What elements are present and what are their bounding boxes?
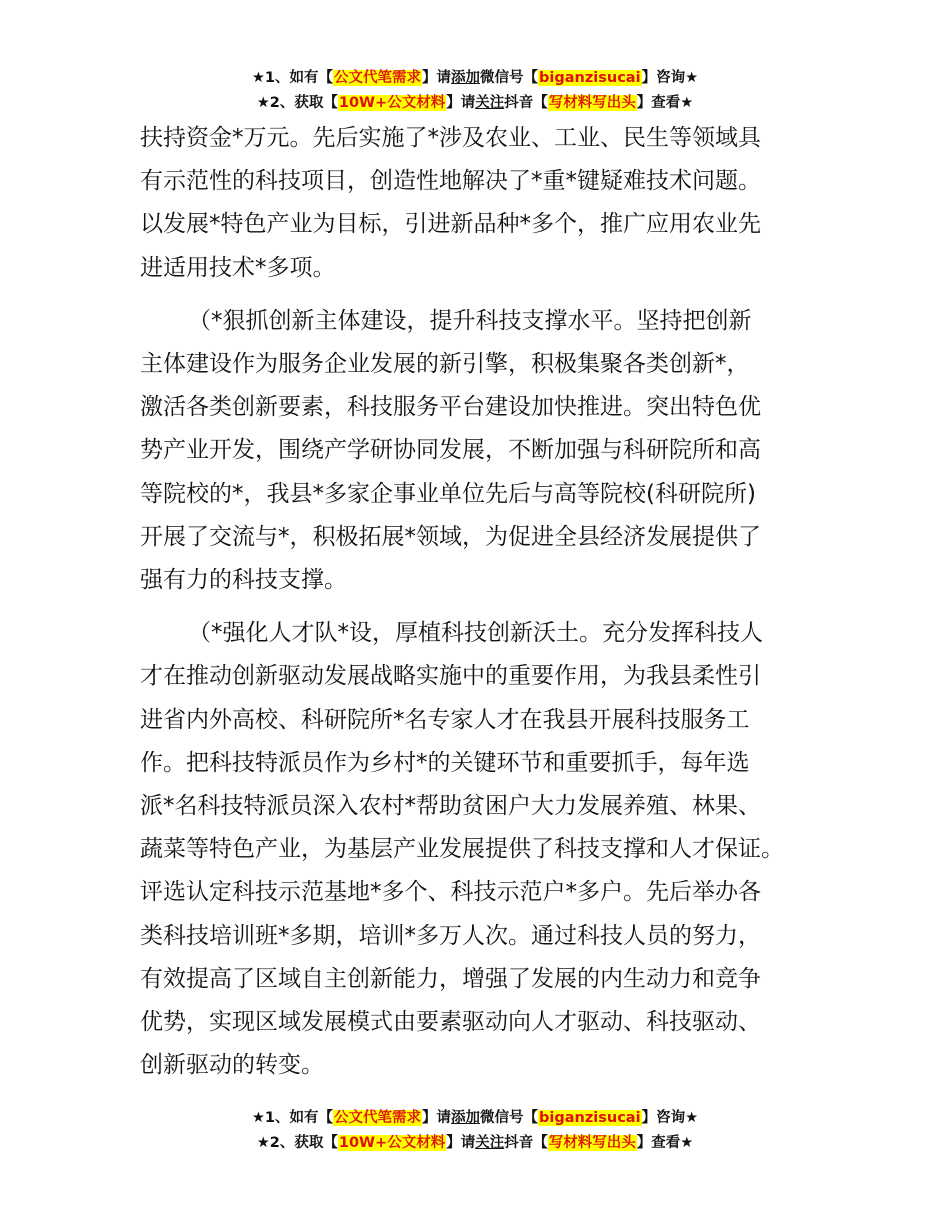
banner-text: 微信号【 [480, 70, 539, 86]
banner-underline: 关注 [475, 95, 505, 111]
header-banner [0, 66, 950, 116]
banner-line-1 [0, 1106, 950, 1131]
text-line: 才在推动创新驱动发展战略实施中的重要作用，为我县柔性引 [140, 663, 761, 690]
banner-line-2 [0, 91, 950, 116]
paragraph [140, 612, 820, 1087]
banner-highlight-materials: 10W+公文材料 [338, 1135, 446, 1151]
text-line: （*强化人才队*设，厚植科技创新沃土。充分发挥科技人 [188, 620, 763, 647]
banner-underline: 添加 [451, 1110, 481, 1126]
banner-highlight-service: 公文代笔需求 [334, 70, 422, 86]
document-body [140, 117, 820, 1097]
banner-text: ★2、获取【 [256, 95, 338, 111]
text-line: 派*名科技特派员深入农村*帮助贫困户大力发展养殖、林果、 [140, 793, 761, 820]
text-line: 开展了交流与*，积极拓展*领域，为促进全县经济发展提供了 [140, 523, 761, 550]
banner-highlight-douyin: 写材料写出头 [548, 1135, 636, 1151]
banner-highlight-service: 公文代笔需求 [334, 1110, 422, 1126]
paragraph [140, 300, 820, 602]
text-line: 主体建设作为服务企业发展的新引擎，积极集聚各类创新*， [140, 351, 750, 378]
banner-line-2 [0, 1131, 950, 1156]
text-line: 以发展*特色产业为目标，引进新品种*多个，推广应用农业先 [140, 211, 761, 238]
banner-text: 】咨询★ [641, 1110, 699, 1126]
text-line: 进省内外高校、科研院所*名专家人才在我县开展科技服务工 [140, 706, 750, 733]
banner-highlight-wechat: biganzisucai [539, 70, 641, 86]
banner-text: 抖音【 [504, 1135, 548, 1151]
banner-highlight-douyin: 写材料写出头 [548, 95, 636, 111]
banner-underline: 关注 [475, 1135, 505, 1151]
banner-text: 】请 [422, 1110, 452, 1126]
banner-text: 】请 [422, 70, 452, 86]
text-line: （*狠抓创新主体建设，提升科技支撑水平。坚持把创新 [188, 307, 752, 334]
text-line: 有示范性的科技项目，创造性地解决了*重*键疑难技术问题。 [140, 168, 761, 195]
text-line: 扶持资金*万元。先后实施了*涉及农业、工业、民生等领域具 [140, 125, 761, 151]
banner-text: 】咨询★ [641, 70, 699, 86]
banner-text: ★1、如有【 [251, 70, 334, 86]
banner-text: 】请 [446, 1135, 476, 1151]
text-line: 强有力的科技支撑。 [140, 567, 347, 594]
banner-underline: 添加 [451, 70, 481, 86]
text-line: 有效提高了区域自主创新能力，增强了发展的内生动力和竞争 [140, 965, 761, 992]
banner-text: 微信号【 [480, 1110, 539, 1126]
banner-text: ★1、如有【 [251, 1110, 334, 1126]
banner-highlight-materials: 10W+公文材料 [338, 95, 446, 111]
text-line: 作。把科技特派员作为乡村*的关键环节和重要抓手，每年选 [140, 749, 750, 776]
text-line: 进适用技术*多项。 [140, 254, 336, 281]
text-line: 类科技培训班*多期，培训*多万人次。通过科技人员的努力， [140, 922, 761, 949]
paragraph [140, 117, 820, 290]
text-line: 评选认定科技示范基地*多个、科技示范户*多户。先后举办各 [140, 879, 761, 906]
text-line: 蔬菜等特色产业，为基层产业发展提供了科技支撑和人才保证。 [140, 836, 784, 863]
banner-text: ★2、获取【 [256, 1135, 338, 1151]
banner-text: 】请 [446, 95, 476, 111]
text-line: 激活各类创新要素，科技服务平台建设加快推进。突出特色优 [140, 394, 761, 421]
text-line: 优势，实现区域发展模式由要素驱动向人才驱动、科技驱动、 [140, 1009, 761, 1036]
footer-banner [0, 1106, 950, 1156]
banner-text: 】查看★ [636, 95, 694, 111]
text-line: 创新驱动的转变。 [140, 1052, 324, 1079]
text-line: 势产业开发，围绕产学研协同发展，不断加强与科研院所和高 [140, 437, 761, 464]
banner-text: 抖音【 [504, 95, 548, 111]
banner-line-1 [0, 66, 950, 91]
banner-text: 】查看★ [636, 1135, 694, 1151]
text-line: 等院校的*，我县*多家企事业单位先后与高等院校(科研院所) [140, 480, 756, 507]
banner-highlight-wechat: biganzisucai [539, 1110, 641, 1126]
